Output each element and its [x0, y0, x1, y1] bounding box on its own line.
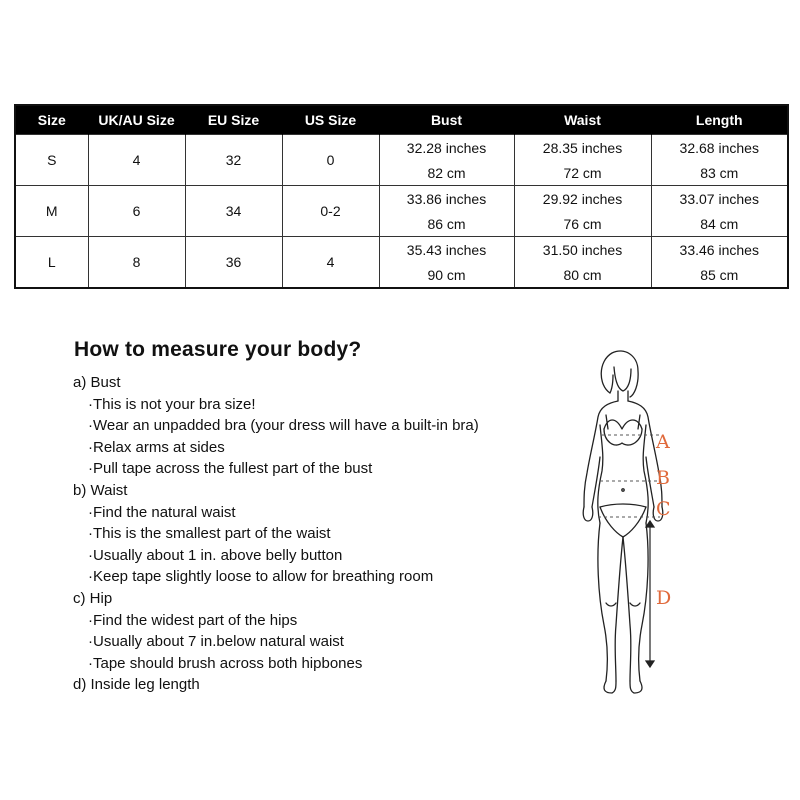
section-heading-bust: a) Bust — [73, 374, 121, 391]
cell-us-size: 0 — [282, 135, 379, 186]
bust-tip: ·Wear an unpadded bra (your dress will have a built-in bra) — [88, 417, 479, 435]
cell-eu-size: 34 — [185, 186, 282, 237]
cell-size: M — [15, 186, 88, 237]
table-row — [15, 237, 788, 289]
cell-waist — [514, 237, 651, 289]
measurement-guide-list — [73, 372, 543, 696]
cell-bust — [379, 186, 514, 237]
bust-tip: ·This is not your bra size! — [88, 395, 256, 413]
cell-length — [651, 186, 788, 237]
cell-size: L — [15, 237, 88, 289]
cell-bust — [379, 237, 514, 289]
body-measurement-figure — [560, 345, 680, 700]
waist-cm: 80 cm — [563, 267, 602, 283]
cell-length — [651, 237, 788, 289]
header-bust: Bust — [379, 105, 514, 135]
waist-cm: 72 cm — [563, 165, 602, 181]
guide-title: How to measure your body? — [74, 338, 362, 361]
waist-tip: ·This is the smallest part of the waist — [88, 525, 331, 543]
cell-eu-size: 32 — [185, 135, 282, 186]
bust-cm: 90 cm — [427, 267, 466, 283]
body-outline-illustration — [560, 345, 680, 700]
waist-inches: 28.35 inches — [542, 140, 623, 156]
length-inches: 33.46 inches — [679, 242, 759, 258]
waist-tip: ·Find the natural waist — [88, 503, 236, 521]
bust-inches: 33.86 inches — [406, 191, 487, 207]
hip-tip: ·Usually about 7 in.below natural waist — [88, 633, 344, 651]
cell-waist — [514, 135, 651, 186]
size-chart-table — [14, 104, 789, 289]
cell-us-size: 4 — [282, 237, 379, 289]
bust-tip: ·Pull tape across the fullest part of the bust — [88, 460, 373, 478]
marker-d: D — [656, 587, 672, 609]
cell-length — [651, 135, 788, 186]
cell-uk-au-size: 4 — [88, 135, 185, 186]
hip-tip: ·Find the widest part of the hips — [88, 611, 298, 629]
cell-eu-size: 36 — [185, 237, 282, 289]
waist-cm: 76 cm — [563, 216, 602, 232]
marker-a: A — [656, 431, 670, 453]
header-length: Length — [651, 105, 788, 135]
header-uk-au-size: UK/AU Size — [88, 105, 185, 135]
length-inches: 32.68 inches — [679, 140, 759, 156]
bust-cm: 86 cm — [427, 216, 466, 232]
marker-c: C — [656, 498, 671, 520]
cell-uk-au-size: 6 — [88, 186, 185, 237]
bust-tip: ·Relax arms at sides — [88, 438, 225, 456]
bust-cm: 82 cm — [427, 165, 466, 181]
header-waist: Waist — [514, 105, 651, 135]
section-heading-inside-leg: d) Inside leg length — [73, 676, 200, 694]
length-cm: 83 cm — [700, 165, 739, 181]
length-cm: 85 cm — [700, 267, 739, 283]
section-heading-waist: b) Waist — [73, 481, 128, 499]
cell-us-size: 0-2 — [282, 186, 379, 237]
cell-size: S — [15, 135, 88, 186]
table-header-row — [15, 105, 788, 135]
hip-tip: ·Tape should brush across both hipbones — [88, 654, 363, 672]
cell-bust — [379, 135, 514, 186]
header-size: Size — [15, 105, 88, 135]
waist-tip: ·Keep tape slightly loose to allow for breathing room — [88, 568, 434, 586]
header-eu-size: EU Size — [185, 105, 282, 135]
marker-b: B — [656, 467, 670, 489]
table-row — [15, 186, 788, 237]
length-cm: 84 cm — [700, 216, 739, 232]
waist-tip: ·Usually about 1 in. above belly button — [88, 546, 343, 564]
section-heading-hip: c) Hip — [73, 589, 113, 607]
bust-inches: 35.43 inches — [406, 242, 487, 258]
waist-inches: 31.50 inches — [542, 242, 623, 258]
waist-inches: 29.92 inches — [542, 191, 623, 207]
table-row — [15, 135, 788, 186]
cell-uk-au-size: 8 — [88, 237, 185, 289]
bust-inches: 32.28 inches — [406, 140, 487, 156]
header-us-size: US Size — [282, 105, 379, 135]
cell-waist — [514, 186, 651, 237]
length-inches: 33.07 inches — [679, 191, 759, 207]
